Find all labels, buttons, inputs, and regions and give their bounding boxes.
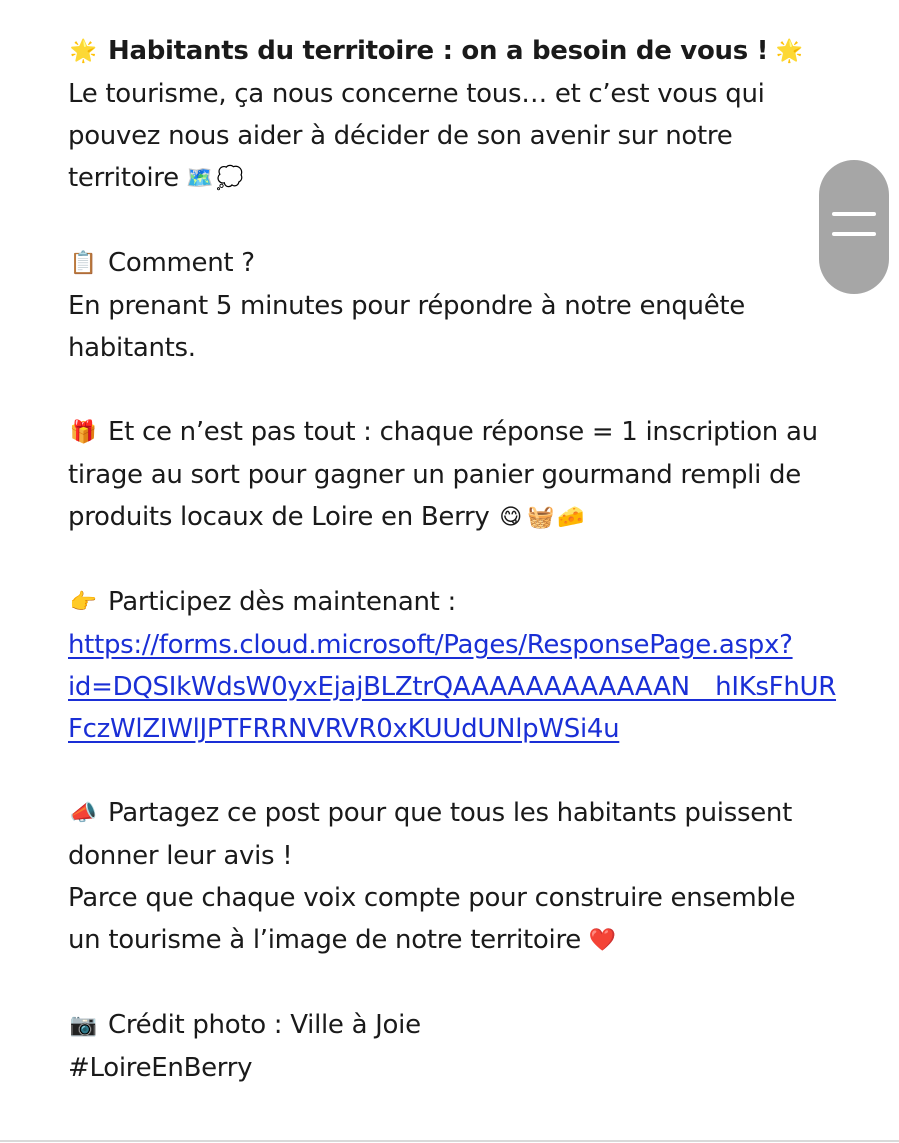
intro-text-3: territoire (68, 163, 179, 193)
handle-grip-line (832, 232, 876, 236)
handle-grip-line (832, 212, 876, 216)
how-text-2: habitants. (68, 333, 196, 363)
prize-text-2: tirage au sort pour gagner un panier gourmand rempli de (68, 460, 801, 490)
spacer (68, 369, 838, 411)
speech-bubble-icon: 💭 (216, 166, 244, 191)
megaphone-icon: 📣 (69, 801, 97, 826)
intro-text-1: Le tourisme, ça nous concerne tous… et c’est vous qui (68, 79, 765, 109)
how-text-1: En prenant 5 minutes pour répondre à notre enquête (68, 291, 745, 321)
spacer (68, 539, 838, 581)
survey-link-1[interactable]: https://forms.cloud.microsoft/Pages/ResponsePage.aspx? (68, 630, 793, 660)
post-title: Habitants du territoire : on a besoin de vous ! (108, 36, 769, 66)
photo-credit: Crédit photo : Ville à Joie (108, 1010, 421, 1040)
prize-text-3: produits locaux de Loire en Berry (68, 502, 490, 532)
share-text-3: Parce que chaque voix compte pour construire ensemble (68, 883, 796, 913)
heart-icon: ❤️ (588, 928, 616, 953)
how-heading-line (68, 242, 838, 285)
share-text-4: un tourisme à l’image de notre territoire (68, 925, 581, 955)
survey-link-3[interactable]: FczWlZIWlJPTFRRNVRVR0xKUUdUNlpWSi4u (68, 714, 620, 744)
clipboard-icon: 📋 (69, 251, 97, 276)
scroll-handle[interactable] (819, 160, 889, 294)
survey-link-2[interactable]: id=DQSIkWdsW0yxEjajBLZtrQAAAAAAAAAAAAN__hIKsFhUR (68, 672, 837, 702)
how-heading: Comment ? (108, 248, 255, 278)
yum-face-icon: 😋 (499, 505, 522, 530)
credit-line (68, 1004, 838, 1047)
prize-text-1: Et ce n’est pas tout : chaque réponse = 1 inscription au (108, 417, 818, 447)
post-body (68, 30, 838, 1089)
prize-line-3 (68, 496, 838, 539)
basket-icon: 🧺 (526, 505, 555, 530)
prize-line-1 (68, 411, 838, 454)
sun-icon: 🌟 (69, 39, 97, 64)
pointing-hand-icon: 👉 (69, 590, 97, 615)
hashtag-link[interactable]: #LoireEnBerry (68, 1053, 253, 1083)
map-icon: 🗺️ (186, 166, 214, 191)
camera-icon: 📷 (69, 1013, 97, 1038)
cta-heading: Participez dès maintenant : (108, 587, 456, 617)
gift-icon: 🎁 (69, 420, 97, 445)
spacer (68, 750, 838, 792)
sun-icon: 🌟 (775, 39, 803, 64)
share-line-1 (68, 792, 838, 835)
cheese-icon: 🧀 (556, 505, 585, 530)
post-title-line (68, 30, 838, 73)
share-line-4 (68, 919, 838, 962)
spacer (68, 200, 838, 242)
bottom-divider (0, 1140, 899, 1142)
cta-heading-line (68, 581, 838, 624)
intro-text-3-line (68, 157, 838, 200)
intro-text-2: pouvez nous aider à décider de son avenir sur notre (68, 121, 733, 151)
share-text-1: Partagez ce post pour que tous les habitants puissent (108, 798, 792, 828)
share-text-2: donner leur avis ! (68, 841, 293, 871)
spacer (68, 962, 838, 1004)
